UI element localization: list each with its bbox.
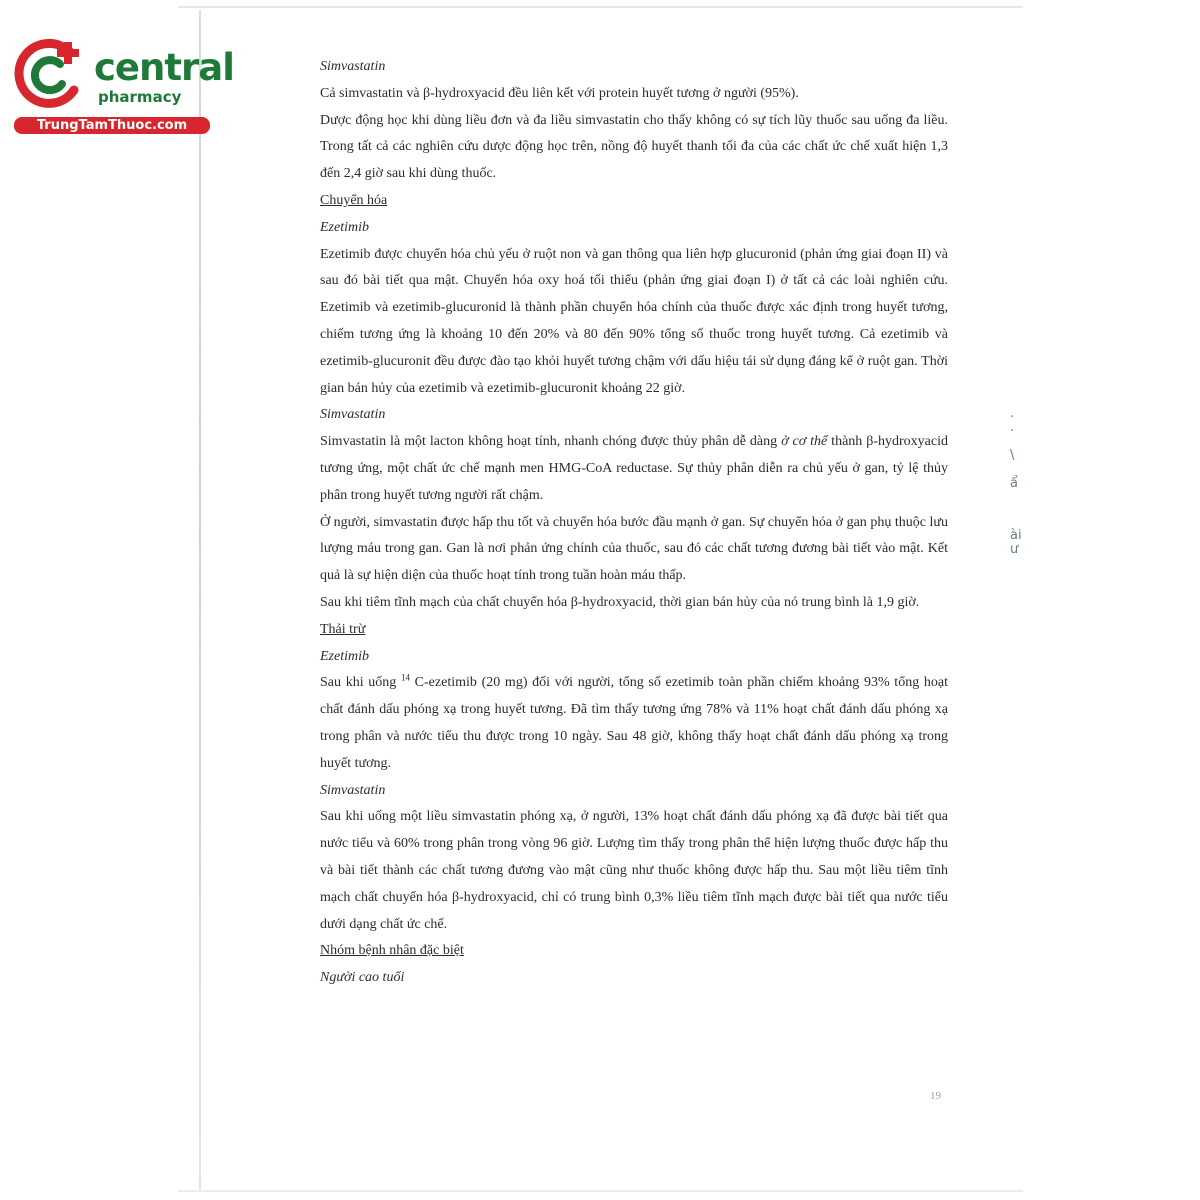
section-subheading: Simvastatin [320,59,386,74]
paragraph: Cả simvastatin và β-hydroxyacid đều liên kết với protein huyết tương ở người (95%). [320,85,799,101]
logo-website: TrungTamThuoc.com [14,117,210,134]
paragraph-text: Simvastatin là một lacton không hoạt tính, nhanh chóng được thủy phân dễ dàng [320,434,782,450]
scan-edge-left [199,10,201,1190]
logo-name: central [94,46,234,89]
scan-edge-top [178,6,1023,8]
section-subheading: Người cao tuổi [320,970,405,986]
paragraph-text: thành β-hydroxyacid tương ứng, một chất ức chế mạnh men HMG-CoA reductase. Sự thủy phân diễn ra chủ yếu ở gan, tỷ lệ thủy phân trong huyết tương người rất chậm. [320,434,949,503]
central-pharmacy-logo [8,36,234,136]
section-subheading: Simvastatin [320,407,386,423]
paragraph: Ở người, simvastatin được hấp thu tốt và chuyển hóa bước đầu mạnh ở gan. Sự chuyển hóa ở gan phụ thuộc lưu lượng máu trong gan. Gan là nơi phản ứng chính của thuốc, sau đó các chất tương đương bài tiết vào mật. Kết quả là sự hiện diện của thuốc hoạt tính trong tuần hoàn máu thấp. [320,514,948,584]
section-heading-text: Nhóm bệnh nhân đặc biệt [320,943,464,959]
paragraph-italic-text: ở cơ thể [781,434,828,450]
logo-subtitle: pharmacy [98,88,182,106]
page-number: 19 [930,1090,941,1102]
section-heading [320,188,948,215]
paragraph [320,429,948,509]
section-heading-text: Thải trừ [320,621,366,637]
section-subheading: Simvastatin [320,782,386,798]
paragraph: Sau khi uống một liều simvastatin phóng xạ, ở người, 13% hoạt chất đánh dấu phóng xạ đã được bài tiết qua nước tiểu và 60% trong phân trong vòng 96 giờ. Lượng tìm thấy trong phân thể hiện lượng thuốc được hấp thu và bài tiết thành các chất tương đương vào mật cũng như thuốc không được hấp thu. Sau một liều tiêm tĩnh mạch chất chuyển hóa β-hydroxyacid, chỉ có trung bình 0,3% liều tiêm tĩnh mạch được bài tiết qua nước tiểu dưới dạng chất ức chế. [320,809,948,932]
margin-mark: \ [1010,448,1015,463]
section-heading [320,938,948,965]
paragraph: Ezetimib được chuyển hóa chủ yếu ở ruột non và gan thông qua liên hợp glucuronid (phản ứng giai đoạn II) và sau đó bài tiết qua mật. Chuyển hóa oxy hoá tối thiểu (phản ứng giai đoạn I) ở tất cả các loài nghiên cứu. Ezetimib và ezetimib-glucuronid là thành phần chuyển hóa chính của thuốc được xác định trong huyết tương, chiếm tương ứng là khoảng 10 đến 20% và 80 đến 90% tổng số thuốc trong huyết tương. Cả ezetimib và ezetimib-glucuronit đều được đào tạo khỏi huyết tương chậm với dấu hiệu tái sử dụng đáng kể ở ruột gan. Thời gian bán hủy của ezetimib và ezetimib-glucuronit khoảng 22 giờ. [320,246,948,396]
margin-mark: · [1010,424,1015,439]
paragraph-text: Sau khi uống [320,675,401,691]
margin-mark: · [1010,410,1015,425]
margin-mark: ẩ [1010,476,1018,491]
margin-marks [1010,410,1030,560]
paragraph: Sau khi tiêm tĩnh mạch của chất chuyển hóa β-hydroxyacid, thời gian bán hủy của nó trung bình là 1,9 giờ. [320,594,920,610]
margin-mark: ài [1010,528,1022,543]
margin-mark: ư [1010,542,1019,557]
central-pharmacy-logo-icon [10,38,88,110]
section-subheading: Ezetimib [320,648,369,664]
section-heading [320,617,948,644]
paragraph [320,670,948,777]
section-heading-text: Chuyển hóa [320,192,388,208]
scan-edge-bottom [178,1190,1023,1192]
paragraph: Dược động học khi dùng liều đơn và đa liều simvastatin cho thấy không có sự tích lũy thuốc sau uống đa liều. Trong tất cả các nghiên cứu dược động học trên, nồng độ huyết thanh tối đa của các chất ức chế xuất hiện 1,3 đến 2,4 giờ sau khi dùng thuốc. [320,112,948,182]
section-subheading: Ezetimib [320,219,369,235]
paragraph-text: C-ezetimib (20 mg) đối với người, tổng số ezetimib toàn phần chiếm khoảng 93% tổng hoạt chất đánh dấu phóng xạ trong huyết tương. Đã tìm thấy tương ứng 78% và 11% hoạt chất đánh dấu phóng xạ trong phân và nước tiểu thu được trong 10 ngày. Sau 48 giờ, không thấy hoạt chất đánh dấu phóng xạ trong huyết tương. [320,675,948,771]
superscript: 14 [400,672,410,683]
document-body [320,54,948,992]
